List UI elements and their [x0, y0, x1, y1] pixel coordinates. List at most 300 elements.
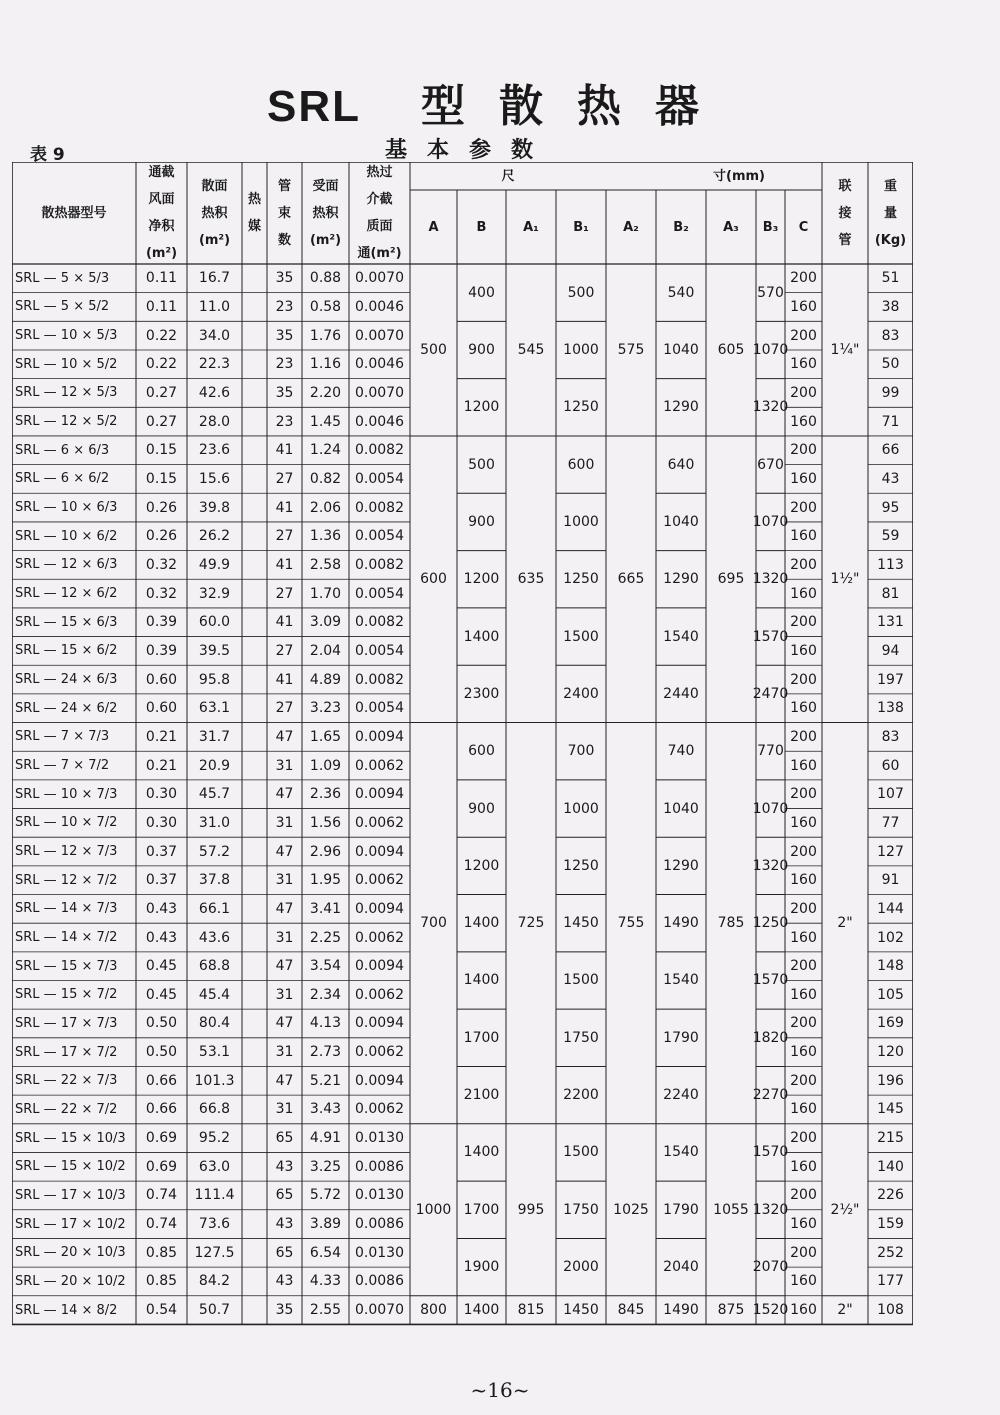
- table-row-medium-area: 0.0094: [355, 843, 404, 860]
- table-row-tubes: 35: [275, 327, 294, 344]
- sub-dim-b3: 1250: [752, 915, 789, 932]
- table-row-dim-c: 160: [790, 356, 817, 373]
- header-dim-col: [606, 190, 656, 264]
- sub-dim-b3: 1570: [752, 1144, 789, 1161]
- table-row-medium-area: 0.0054: [355, 700, 404, 717]
- table-row-tubes: 43: [275, 1273, 294, 1290]
- table-row-dim-c: 160: [790, 1158, 817, 1175]
- table-row-recv-area: 2.34: [309, 986, 342, 1003]
- table-row-flow-area: 0.66: [145, 1101, 178, 1118]
- table-row-recv-area: 0.58: [309, 298, 342, 315]
- sub-dim-b3: 1070: [752, 800, 789, 817]
- header-weight-line: 量: [883, 205, 897, 221]
- table-row-dim-c: 160: [790, 642, 817, 659]
- table-row-flow-area: 0.37: [145, 843, 178, 860]
- table-row-recv-area: 2.04: [309, 642, 342, 659]
- sub-dim-b1: 1000: [563, 513, 599, 530]
- table-row-weight: 138: [877, 700, 904, 717]
- header-dims-left-line: 尺: [501, 168, 515, 184]
- page-title: [0, 70, 1000, 134]
- sub-dim-b1: 1250: [563, 399, 599, 416]
- table-row-tubes: 31: [275, 1044, 294, 1061]
- header-dim-col-line: B₃: [762, 219, 779, 235]
- group-connector: 2½": [830, 1201, 860, 1218]
- table-row-model: SRL — 14 × 7/2: [15, 930, 118, 945]
- table-row-recv-area: 1.24: [309, 442, 342, 459]
- table-row-dim-c: 200: [790, 442, 817, 459]
- group-connector: 1½": [830, 571, 860, 588]
- group-dim-a1: 815: [517, 1302, 545, 1319]
- sub-dim-b3: 1070: [752, 341, 789, 358]
- table-row-medium-area: 0.0094: [355, 900, 404, 917]
- table-row-dim-c: 160: [790, 585, 817, 602]
- table-row-model: SRL — 10 × 6/2: [15, 528, 118, 544]
- header-dim-col: [556, 190, 606, 264]
- table-row-heat-area: 68.8: [198, 958, 231, 975]
- table-row-dim-c: 200: [790, 958, 817, 975]
- table-row-weight: 120: [877, 1044, 904, 1061]
- sub-dim-b1: 1750: [563, 1201, 599, 1218]
- table-row-dim-c: 160: [790, 1044, 817, 1061]
- sub-dim-b: 1900: [463, 1259, 500, 1276]
- table-row-weight: 94: [881, 642, 900, 659]
- table-row-flow-area: 0.45: [145, 958, 178, 975]
- group-dim-a2: 575: [617, 341, 645, 358]
- header-dim-col: [410, 190, 457, 264]
- table-row-tubes: 65: [275, 1130, 294, 1147]
- table-row-weight: 50: [881, 356, 900, 373]
- table-row-dim-c: 160: [790, 1216, 817, 1233]
- table-row-flow-area: 0.85: [145, 1244, 178, 1261]
- table-row-dim-c: 200: [790, 1072, 817, 1089]
- table-row-heat-area: 101.3: [194, 1072, 235, 1089]
- header-medium-line: 媒: [247, 219, 261, 234]
- table-row-model: SRL — 17 × 7/2: [15, 1044, 118, 1060]
- table-row-model: SRL — 10 × 7/2: [15, 815, 118, 831]
- table-row-heat-area: 127.5: [194, 1244, 235, 1261]
- table-row-model: SRL — 15 × 6/3: [15, 614, 118, 630]
- sub-dim-b: 1400: [463, 1144, 500, 1161]
- table-row-heat-area: 80.4: [198, 1015, 231, 1032]
- table-row-weight: 197: [877, 671, 904, 688]
- table-row-model: SRL — 12 × 6/3: [15, 557, 118, 573]
- table-row-heat-area: 39.8: [198, 499, 231, 516]
- sub-dim-b1: 1000: [563, 341, 599, 358]
- header-medium-line: 热: [247, 192, 261, 207]
- table-row-heat-area: 63.1: [198, 700, 231, 717]
- table-row-heat-area: 63.0: [198, 1158, 231, 1175]
- header-dim-col-line: B: [476, 219, 487, 235]
- group-connector: 2": [837, 915, 853, 932]
- table-row-tubes: 35: [275, 270, 294, 287]
- sub-dim-b3: 670: [757, 456, 784, 473]
- table-row-dim-c: 160: [790, 1101, 817, 1118]
- table-row-model: SRL — 15 × 10/3: [15, 1130, 126, 1146]
- table-row-weight: 196: [877, 1072, 904, 1089]
- sub-dim-b: 900: [468, 513, 495, 530]
- sub-dim-b: 1200: [463, 399, 500, 416]
- group-dim-a: 500: [420, 341, 447, 358]
- table-row-weight: 51: [881, 270, 900, 287]
- table-row-tubes: 31: [275, 757, 294, 774]
- table-row-medium-area: 0.0062: [355, 986, 404, 1003]
- table-row-tubes: 31: [275, 1101, 294, 1118]
- sub-dim-b: 1400: [463, 1302, 500, 1319]
- header-medium: [242, 162, 267, 264]
- table-row-model: SRL — 15 × 6/2: [15, 643, 118, 659]
- header-model-line: 散热器型号: [41, 205, 107, 221]
- table-row-flow-area: 0.74: [145, 1216, 178, 1233]
- parameter-table: [12, 162, 913, 1330]
- table-row-medium-area: 0.0082: [355, 499, 404, 516]
- table-row-dim-c: 160: [790, 814, 817, 831]
- table-row-heat-area: 57.2: [198, 843, 231, 860]
- group-dim-a3: 785: [717, 915, 745, 932]
- header-dim-col: [785, 190, 822, 264]
- table-row-tubes: 41: [275, 671, 294, 688]
- sub-dim-b1: 1000: [563, 800, 599, 817]
- header-heat-area-line: (m²): [198, 232, 231, 248]
- table-row-dim-c: 200: [790, 1015, 817, 1032]
- header-weight-line: (Kg): [874, 232, 907, 248]
- table-row-model: SRL — 15 × 7/2: [15, 987, 118, 1003]
- table-row-medium-area: 0.0062: [355, 757, 404, 774]
- sub-dim-b3: 1520: [752, 1302, 789, 1319]
- table-row-weight: 91: [881, 872, 900, 889]
- sub-dim-b2: 2440: [663, 685, 699, 702]
- header-flow-area-line: 净积: [148, 219, 175, 234]
- table-row-flow-area: 0.54: [145, 1302, 178, 1319]
- sub-dim-b1: 1250: [563, 571, 599, 588]
- sub-dim-b1: 1500: [563, 1144, 599, 1161]
- table-row-tubes: 27: [275, 470, 294, 487]
- table-row-tubes: 27: [275, 585, 294, 602]
- table-row-dim-c: 160: [790, 1302, 817, 1319]
- table-row-heat-area: 31.7: [198, 728, 231, 745]
- table-row-flow-area: 0.60: [145, 700, 178, 717]
- header-dims-right-line: 寸(mm): [713, 168, 765, 184]
- header-dim-col-line: B₁: [573, 219, 589, 235]
- table-row-medium-area: 0.0094: [355, 958, 404, 975]
- table-row-tubes: 47: [275, 900, 294, 917]
- header-medium-area-line: 质面: [366, 219, 393, 234]
- sub-dim-b3: 1820: [752, 1029, 789, 1046]
- sub-dim-b1: 1500: [563, 972, 599, 989]
- table-row-model: SRL — 20 × 10/3: [15, 1245, 126, 1261]
- sub-dim-b3: 1070: [752, 513, 789, 530]
- group-dim-a3: 695: [717, 571, 745, 588]
- table-row-medium-area: 0.0062: [355, 929, 404, 946]
- table-row-model: SRL — 12 × 5/3: [15, 385, 118, 401]
- table-row-model: SRL — 10 × 6/3: [15, 500, 118, 516]
- sub-dim-b: 1400: [463, 628, 500, 645]
- header-weight: [868, 162, 913, 264]
- sub-dim-b1: 500: [567, 284, 595, 301]
- table-row-recv-area: 1.56: [309, 814, 342, 831]
- table-row-heat-area: 66.8: [198, 1101, 231, 1118]
- header-connector-line: 联: [838, 178, 852, 194]
- header-flow-area-line: 风面: [148, 192, 175, 207]
- header-dim-col-line: A₃: [723, 219, 739, 235]
- table-row-medium-area: 0.0070: [355, 384, 404, 401]
- sub-dim-b3: 2070: [752, 1259, 789, 1276]
- table-row-recv-area: 2.55: [309, 1302, 342, 1319]
- sub-dim-b2: 1790: [663, 1201, 699, 1218]
- table-row-model: SRL — 10 × 7/3: [15, 786, 118, 802]
- table-row-dim-c: 200: [790, 270, 817, 287]
- header-connector-line: 接: [838, 205, 852, 221]
- sub-dim-b1: 1750: [563, 1029, 599, 1046]
- table-row-heat-area: 31.0: [198, 814, 231, 831]
- table-row-tubes: 31: [275, 986, 294, 1003]
- table-row-flow-area: 0.60: [145, 671, 178, 688]
- sub-dim-b: 1200: [463, 571, 500, 588]
- table-row-heat-area: 28.0: [198, 413, 231, 430]
- table-row-weight: 66: [881, 442, 900, 459]
- table-row-tubes: 41: [275, 499, 294, 516]
- header-tubes: [267, 162, 302, 264]
- table-row-flow-area: 0.27: [145, 413, 178, 430]
- table-row-heat-area: 26.2: [198, 528, 231, 545]
- table-row-weight: 60: [881, 757, 900, 774]
- table-row-recv-area: 2.96: [309, 843, 342, 860]
- header-flow-area: [136, 162, 187, 264]
- table-row-recv-area: 3.89: [309, 1216, 342, 1233]
- table-row-medium-area: 0.0082: [355, 442, 404, 459]
- table-row-model: SRL — 10 × 5/3: [15, 328, 118, 344]
- table-row-heat-area: 32.9: [198, 585, 231, 602]
- table-row-medium-area: 0.0082: [355, 671, 404, 688]
- table-row-medium-area: 0.0062: [355, 1101, 404, 1118]
- table-row-tubes: 41: [275, 556, 294, 573]
- header-medium-area-line: 介截: [366, 192, 393, 207]
- sub-dim-b1: 2400: [563, 685, 599, 702]
- sub-dim-b: 1700: [463, 1029, 500, 1046]
- table-row-flow-area: 0.45: [145, 986, 178, 1003]
- table-row-tubes: 31: [275, 872, 294, 889]
- table-row-tubes: 41: [275, 614, 294, 631]
- table-row-recv-area: 1.65: [309, 728, 342, 745]
- table-row-flow-area: 0.15: [145, 470, 178, 487]
- sub-dim-b: 1200: [463, 857, 500, 874]
- table-row-medium-area: 0.0054: [355, 470, 404, 487]
- table-row-medium-area: 0.0130: [355, 1244, 404, 1261]
- sub-dim-b3: 2470: [752, 685, 789, 702]
- table-row-tubes: 43: [275, 1216, 294, 1233]
- table-row-medium-area: 0.0094: [355, 786, 404, 803]
- table-row-flow-area: 0.15: [145, 442, 178, 459]
- table-row-recv-area: 1.09: [309, 757, 342, 774]
- table-row-model: SRL — 14 × 7/3: [15, 901, 118, 917]
- table-row-recv-area: 1.16: [309, 356, 342, 373]
- table-row-medium-area: 0.0082: [355, 556, 404, 573]
- table-row-heat-area: 22.3: [198, 356, 231, 373]
- table-row-medium-area: 0.0130: [355, 1130, 404, 1147]
- table-row-flow-area: 0.39: [145, 642, 178, 659]
- header-flow-area-line: (m²): [145, 246, 178, 261]
- table-row-weight: 215: [877, 1130, 904, 1147]
- sub-dim-b2: 2040: [663, 1259, 699, 1276]
- sub-dim-b3: 2270: [752, 1087, 789, 1104]
- table-label: 表 9: [30, 145, 65, 165]
- header-heat-area: [187, 162, 242, 264]
- table-row-recv-area: 2.36: [309, 786, 342, 803]
- table-row-model: SRL — 22 × 7/3: [15, 1073, 118, 1089]
- group-dim-a2: 845: [617, 1302, 645, 1319]
- sub-dim-b2: 640: [667, 456, 695, 473]
- table-row-recv-area: 1.76: [309, 327, 342, 344]
- table-row-recv-area: 2.25: [309, 929, 342, 946]
- table-row-heat-area: 20.9: [198, 757, 231, 774]
- table-row-weight: 81: [881, 585, 900, 602]
- table-row-model: SRL — 10 × 5/2: [15, 356, 118, 372]
- table-row-tubes: 65: [275, 1244, 294, 1261]
- header-dim-col-line: A: [428, 219, 439, 235]
- header-recv-area-line: 受面: [312, 178, 339, 194]
- table-row-weight: 108: [877, 1302, 904, 1319]
- sub-dim-b: 600: [468, 743, 495, 760]
- table-row-tubes: 43: [275, 1158, 294, 1175]
- sub-dim-b3: 1320: [752, 857, 789, 874]
- table-row-model: SRL — 7 × 7/2: [15, 758, 110, 774]
- table-row-recv-area: 4.13: [309, 1015, 342, 1032]
- header-recv-area-line: 热积: [312, 205, 339, 221]
- table-row-recv-area: 3.43: [309, 1101, 342, 1118]
- table-row-weight: 43: [881, 470, 900, 487]
- table-row-flow-area: 0.30: [145, 786, 178, 803]
- table-row-medium-area: 0.0062: [355, 1044, 404, 1061]
- group-dim-a3: 1055: [713, 1201, 749, 1218]
- table-row-dim-c: 200: [790, 1130, 817, 1147]
- header-heat-area-line: 散面: [201, 178, 228, 194]
- table-row-medium-area: 0.0086: [355, 1273, 404, 1290]
- table-row-heat-area: 66.1: [198, 900, 231, 917]
- table-row-flow-area: 0.11: [145, 270, 178, 287]
- table-row-weight: 113: [877, 556, 904, 573]
- table-row-flow-area: 0.32: [145, 585, 178, 602]
- table-row-flow-area: 0.27: [145, 384, 178, 401]
- table-row-tubes: 35: [275, 384, 294, 401]
- header-medium-area: [349, 162, 410, 264]
- header-dim-col: [506, 190, 556, 264]
- table-row-model: SRL — 15 × 10/2: [15, 1159, 126, 1175]
- table-row-heat-area: 73.6: [198, 1216, 231, 1233]
- header-dim-col: [457, 190, 506, 264]
- title-latin: SRL: [267, 82, 361, 131]
- table-row-recv-area: 0.82: [309, 470, 342, 487]
- table-row-dim-c: 160: [790, 986, 817, 1003]
- table-row-model: SRL — 24 × 6/2: [15, 700, 118, 716]
- group-dim-a1: 995: [517, 1201, 545, 1218]
- sub-dim-b1: 700: [567, 743, 595, 760]
- table-row-medium-area: 0.0070: [355, 1302, 404, 1319]
- table-row-weight: 131: [877, 614, 904, 631]
- table-title: 基本参数: [385, 137, 554, 163]
- group-dim-a1: 545: [517, 341, 545, 358]
- page-number: ~16~: [470, 1378, 530, 1402]
- table-row-dim-c: 200: [790, 671, 817, 688]
- table-row-recv-area: 1.95: [309, 872, 342, 889]
- table-row-weight: 177: [877, 1273, 904, 1290]
- table-row-medium-area: 0.0094: [355, 1072, 404, 1089]
- table-row-recv-area: 1.45: [309, 413, 342, 430]
- header-tubes-line: 束: [277, 205, 291, 221]
- sub-dim-b2: 1040: [663, 341, 699, 358]
- table-row-medium-area: 0.0046: [355, 356, 404, 373]
- table-row-medium-area: 0.0086: [355, 1158, 404, 1175]
- table-row-flow-area: 0.22: [145, 356, 178, 373]
- table-row-tubes: 47: [275, 786, 294, 803]
- table-row-tubes: 47: [275, 843, 294, 860]
- table-row-dim-c: 160: [790, 700, 817, 717]
- table-row-recv-area: 4.33: [309, 1273, 342, 1290]
- table-row-tubes: 65: [275, 1187, 294, 1204]
- group-dim-a1: 725: [517, 915, 545, 932]
- sub-dim-b2: 1290: [663, 857, 699, 874]
- header-model: [12, 162, 136, 264]
- header-recv-area-line: (m²): [309, 232, 342, 248]
- table-row-heat-area: 95.8: [198, 671, 231, 688]
- sub-dim-b2: 540: [667, 284, 695, 301]
- table-row-medium-area: 0.0046: [355, 413, 404, 430]
- sub-dim-b3: 570: [757, 284, 784, 301]
- table-row-flow-area: 0.74: [145, 1187, 178, 1204]
- table-row-dim-c: 200: [790, 499, 817, 516]
- table-row-dim-c: 160: [790, 528, 817, 545]
- table-row-medium-area: 0.0086: [355, 1216, 404, 1233]
- table-row-flow-area: 0.69: [145, 1130, 178, 1147]
- table-row-medium-area: 0.0070: [355, 327, 404, 344]
- table-row-tubes: 47: [275, 728, 294, 745]
- table-row-flow-area: 0.69: [145, 1158, 178, 1175]
- table-row-heat-area: 84.2: [198, 1273, 231, 1290]
- table-row-heat-area: 95.2: [198, 1130, 231, 1147]
- sub-dim-b: 1400: [463, 915, 500, 932]
- table-row-heat-area: 49.9: [198, 556, 231, 573]
- header-connector-line: 管: [838, 232, 852, 248]
- table-row-heat-area: 39.5: [198, 642, 231, 659]
- sub-dim-b2: 1790: [663, 1029, 699, 1046]
- table-row-dim-c: 200: [790, 614, 817, 631]
- header-medium-area-line: 热过: [366, 165, 393, 180]
- header-dim-col-line: C: [798, 219, 809, 235]
- table-row-dim-c: 200: [790, 327, 817, 344]
- sub-dim-b1: 1500: [563, 628, 599, 645]
- table-row-dim-c: 200: [790, 1187, 817, 1204]
- sub-dim-b3: 1320: [752, 399, 789, 416]
- sub-dim-b: 1700: [463, 1201, 500, 1218]
- table-row-heat-area: 16.7: [198, 270, 231, 287]
- sub-dim-b2: 1490: [663, 1302, 699, 1319]
- table-row-weight: 140: [877, 1158, 904, 1175]
- sub-dim-b: 900: [468, 341, 495, 358]
- group-dim-a: 800: [420, 1302, 447, 1319]
- table-row-heat-area: 50.7: [198, 1302, 231, 1319]
- header-connector: [822, 162, 868, 264]
- sub-dim-b2: 1040: [663, 513, 699, 530]
- table-row-tubes: 23: [275, 356, 294, 373]
- table-row-flow-area: 0.21: [145, 728, 178, 745]
- table-row-weight: 59: [881, 528, 900, 545]
- group-dim-a2: 755: [617, 915, 645, 932]
- table-row-heat-area: 15.6: [198, 470, 231, 487]
- table-row-recv-area: 2.73: [309, 1044, 342, 1061]
- table-row-medium-area: 0.0054: [355, 642, 404, 659]
- table-row-recv-area: 2.20: [309, 384, 342, 401]
- header-dims-right: [656, 162, 822, 190]
- table-row-dim-c: 200: [790, 843, 817, 860]
- table-row-model: SRL — 12 × 7/3: [15, 844, 118, 860]
